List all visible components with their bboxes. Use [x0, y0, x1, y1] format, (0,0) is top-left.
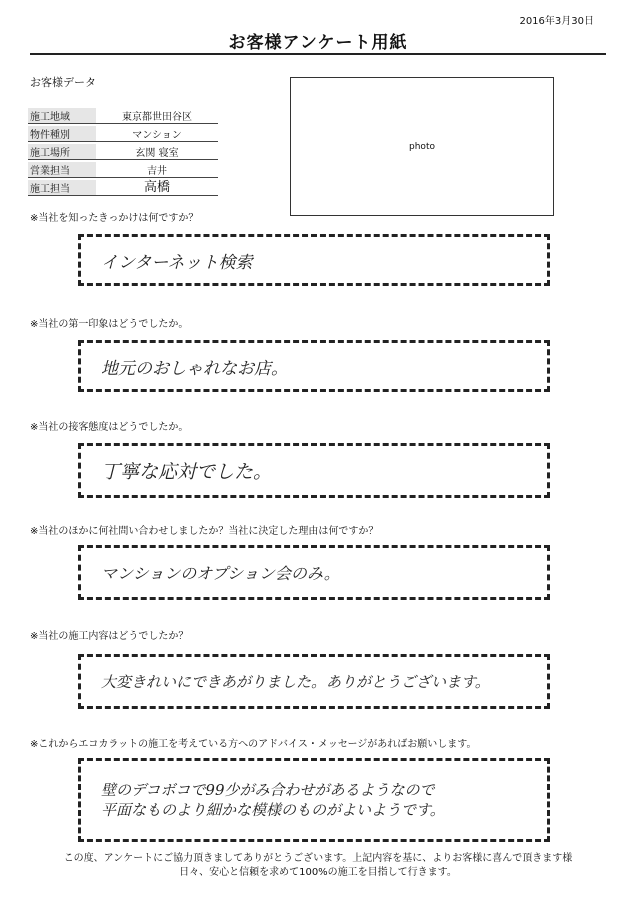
answer-text: 地元のおしゃれなお店。	[101, 358, 288, 379]
question-4: ※当社のほかに何社問い合わせしましたか？当社に決定した理由は何ですか？	[30, 526, 379, 537]
footer-message	[30, 852, 606, 880]
answer-box-5	[78, 654, 550, 709]
answer-text: 大変きれいにできあがりました。ありがとうございます。	[101, 673, 490, 691]
question-3: ※当社の接客態度はどうでしたか。	[30, 422, 189, 433]
survey-date: 2016年3月30日	[519, 16, 594, 27]
info-value: マンション	[132, 130, 182, 141]
answer-box-1	[78, 234, 550, 286]
customer-info-table	[28, 106, 218, 196]
info-value: 吉井	[147, 166, 167, 177]
footer-line-2: 日々、安心と信頼を求めて100%の施工を目指して行きます。	[179, 867, 457, 878]
info-row-property-type	[28, 124, 218, 142]
question-6: ※これからエコカラットの施工を考えている方へのアドバイス・メッセージがあればお願いします。	[30, 739, 477, 750]
page-title: お客様アンケート用紙	[228, 33, 408, 53]
info-row-location	[28, 142, 218, 160]
info-row-installer	[28, 178, 218, 196]
title-divider	[30, 53, 606, 55]
info-value: 玄関 寝室	[135, 148, 179, 159]
answer-box-4	[78, 545, 550, 600]
info-key: 施工場所	[28, 144, 96, 159]
info-value-handwritten: 高橋	[143, 180, 170, 195]
info-key: 施工地域	[28, 108, 96, 123]
info-value: 東京都世田谷区	[122, 112, 192, 123]
answer-box-6	[78, 758, 550, 842]
answer-text: 丁寧な応対でした。	[101, 461, 273, 483]
question-1: ※当社を知ったきっかけは何ですか？	[30, 213, 199, 224]
info-key: 施工担当	[28, 180, 96, 195]
question-5: ※当社の施工内容はどうでしたか？	[30, 631, 189, 642]
answer-box-2	[78, 340, 550, 392]
info-key: 営業担当	[28, 162, 96, 177]
customer-data-heading: お客様データ	[30, 76, 96, 89]
answer-text: インターネット検索	[101, 252, 253, 273]
photo-placeholder	[290, 77, 554, 216]
footer-line-1: この度、アンケートにご協力頂きましてありがとうございます。上記内容を基に、よりお客様に喜んで頂きます様	[63, 853, 573, 864]
answer-text: マンションのオプション会のみ。	[101, 564, 340, 583]
info-row-area	[28, 106, 218, 124]
answer-text-line-2: 平面なものより細かな模様のものがよいようです。	[101, 801, 445, 819]
answer-text-line-1: 壁のデコボコで99少がみ合わせがあるようなので	[101, 780, 435, 799]
photo-label: photo	[409, 141, 435, 152]
info-key: 物件種別	[28, 126, 96, 141]
answer-box-3	[78, 443, 550, 498]
question-2: ※当社の第一印象はどうでしたか。	[30, 319, 189, 330]
